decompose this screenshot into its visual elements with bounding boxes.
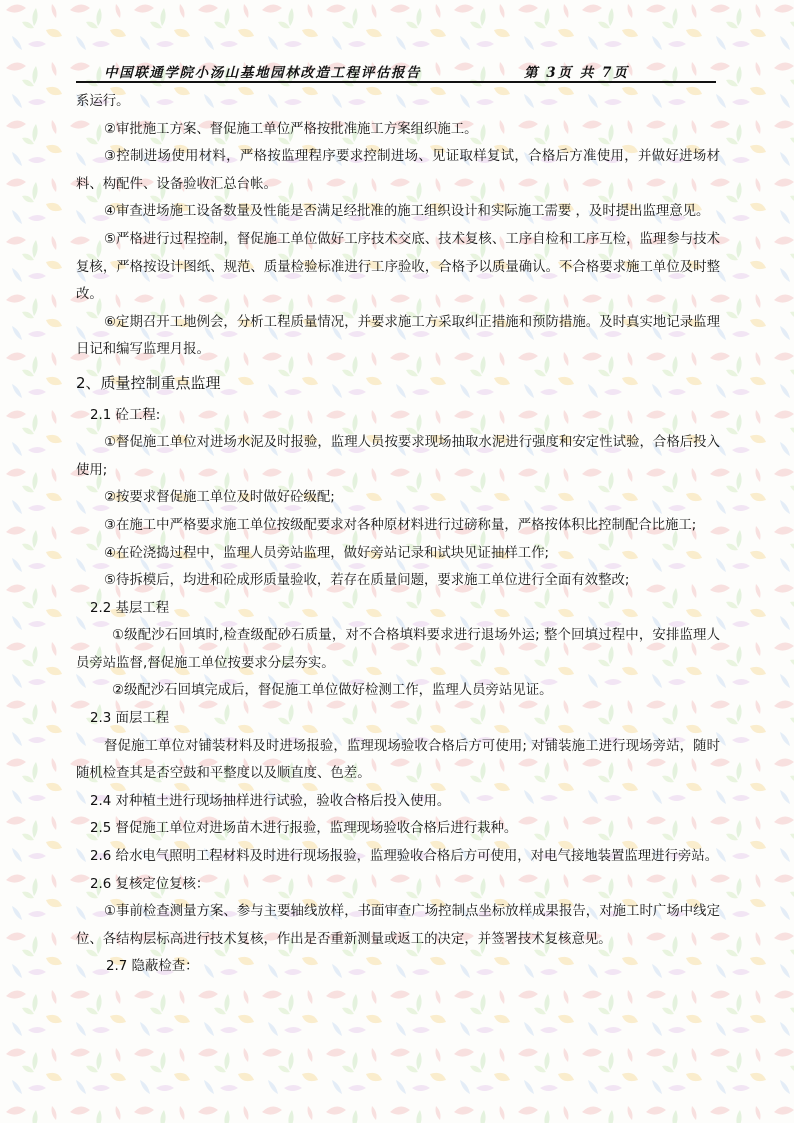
subsection-heading: 2.2 基层工程: [90, 600, 170, 616]
paragraph: ④审查进场施工设备数量及性能是否满足经批准的施工组织设计和实际施工需要 ，及时提出监理意见。: [104, 204, 710, 220]
page-header: [76, 55, 716, 83]
paragraph: ③控制进场使用材料，严格按监理程序要求控制进场、见证取样复试，合格后方准使用，并做好进场材料、构配件、设备验收汇总台帐。: [76, 149, 720, 192]
paragraph: ⑥定期召开工地例会，分析工程质量情况，并要求施工方采取纠正措施和预防措施。及时真实地记录监理日记和编写监理月报。: [76, 314, 720, 358]
paragraph: 督促施工单位对铺装材料及时进场报验，监理现场验收合格后方可使用; 对铺装施工进行现场旁站，随时随机检查其是否空鼓和平整度以及顺直度、色差。: [76, 738, 720, 782]
document-body: [76, 88, 720, 981]
paragraph: ②级配沙石回填完成后，督促施工单位做好检测工作，监理人员旁站见证。: [112, 683, 553, 699]
header-title: 中国联通学院小汤山基地园林改造工程评估报告: [104, 65, 422, 81]
paragraph: 系运行。: [76, 94, 130, 109]
paragraph: ①督促施工单位对进场水泥及时报验，监理人员按要求现场抽取水泥进行强度和安定性试验，合格后投入使用;: [76, 435, 720, 478]
paragraph: ①事前检查测量方案、参与主要轴线放样，书面审查广场控制点坐标放样成果报告，对施工时广场中线定位、各结构层标高进行技术复核，作出是否重新测量或返工的决定，并签署技术复核意见。: [76, 904, 720, 947]
subsection-heading: 2.3 面层工程: [90, 711, 170, 727]
paragraph: ④在砼浇捣过程中，监理人员旁站监理，做好旁站记录和试块见证抽样工作;: [104, 545, 550, 561]
paragraph: ⑤严格进行过程控制，督促施工单位做好工序技术交底、技术复核、工序自检和工序互检，监理参与技术复核，严格按设计图纸、规范、质量检验标准进行工序验收，合格予以质量确认。不合格要求施工单位及时整改。: [76, 231, 720, 303]
header-page-number: 第 3页 共 7页: [524, 65, 629, 81]
paragraph: 2.5 督促施工单位对进场苗木进行报验，监理现场验收合格后进行栽种。: [90, 821, 518, 837]
paragraph: ②审批施工方案、督促施工单位严格按批准施工方案组织施工。: [104, 121, 478, 137]
section-heading: 2、质量控制重点监理: [76, 373, 221, 392]
paragraph: ③在施工中严格要求施工单位按级配要求对各种原材料进行过磅称量，严格按体积比控制配合比施工;: [104, 517, 697, 533]
paragraph: ②按要求督促施工单位及时做好砼级配;: [104, 490, 335, 506]
subsection-heading: 2.6 复核定位复核：: [90, 876, 210, 892]
subsection-heading: 2.1 砼工程:: [90, 407, 161, 423]
paragraph: 2.4 对种植土进行现场抽样进行试验，验收合格后投入使用。: [90, 793, 451, 809]
paragraph: ①级配沙石回填时,检查级配砂石质量，对不合格填料要求进行退场外运; 整个回填过程中，安排监理人员旁站监督,督促施工单位按要求分层夯实。: [76, 628, 720, 671]
subsection-heading: 2.7 隐蔽检查：: [106, 959, 199, 975]
paragraph: 2.6 给水电气照明工程材料及时进行现场报验，监理验收合格后方可使用，对电气接地装置监理进行旁站。: [90, 849, 719, 865]
paragraph: ⑤待拆模后，均进和砼成形质量验收，若存在质量问题，要求施工单位进行全面有效整改;: [104, 573, 630, 589]
